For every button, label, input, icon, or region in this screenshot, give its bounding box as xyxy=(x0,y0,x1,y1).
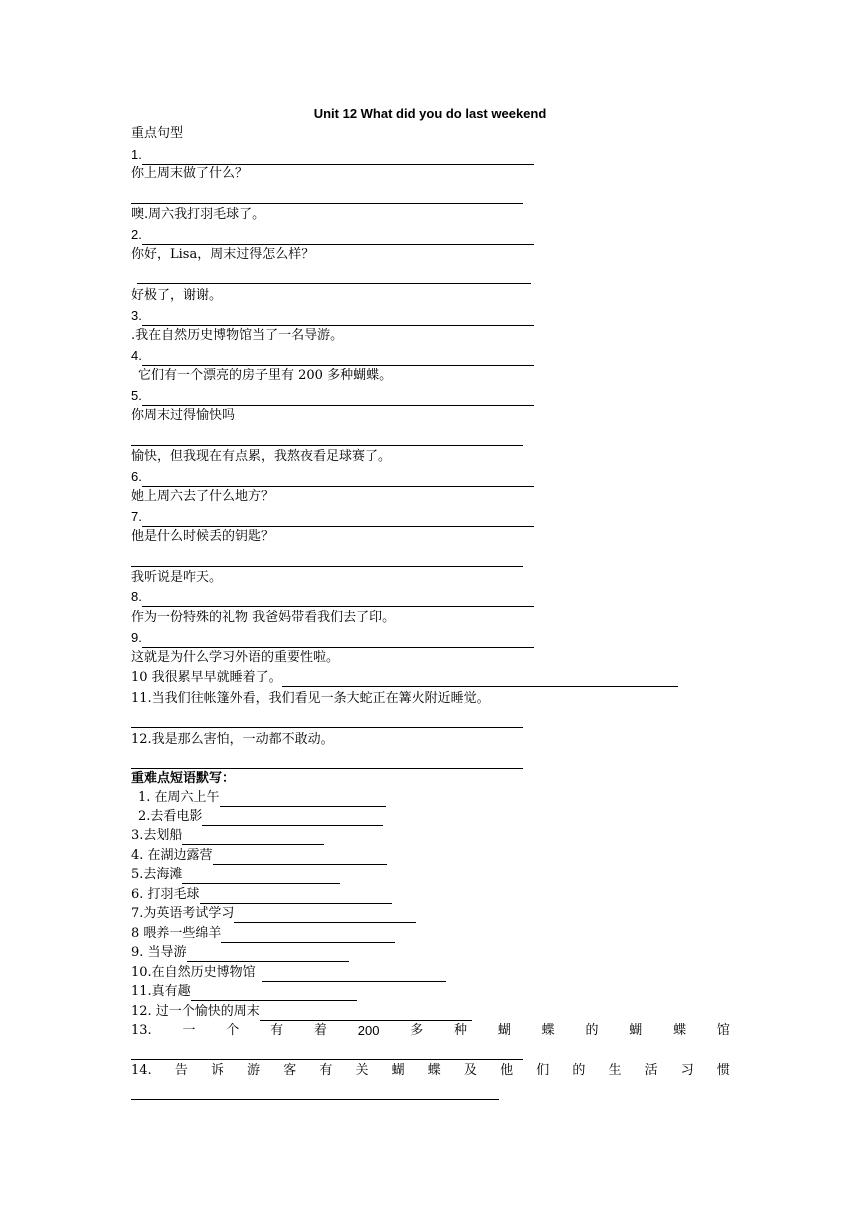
sentence-2-line: 2. xyxy=(131,226,534,244)
phrase-14-word: 活 xyxy=(644,1063,658,1078)
phrase-13-word: 着 xyxy=(313,1023,327,1038)
section-heading-key-sentences: 重点句型 xyxy=(131,126,184,141)
sentence-8-line: 8. xyxy=(131,588,534,606)
sentence-4-prompt: 它们有一个漂亮的房子里有 200 多种蝴蝶。 xyxy=(138,368,393,383)
sentence-3-prompt: .我在自然历史博物馆当了一名导游。 xyxy=(131,328,344,343)
phrase-13-line xyxy=(131,1042,523,1060)
phrase-3: 3.去划船 xyxy=(131,827,324,845)
answer-blank[interactable] xyxy=(191,986,357,1001)
phrase-13-word: 个 xyxy=(226,1023,240,1038)
phrase-13-word: 馆 xyxy=(716,1023,730,1038)
sentence-11-prompt: 11.当我们往帐篷外看，我们看见一条大蛇正在篝火附近睡觉。 xyxy=(131,691,490,706)
phrase-9: 9. 当导游 xyxy=(131,944,349,962)
phrase-14-word: 习 xyxy=(680,1063,694,1078)
phrase-13-word: 蝶 xyxy=(541,1023,555,1038)
answer-blank[interactable] xyxy=(220,792,386,807)
phrase-14-word: 客 xyxy=(283,1063,297,1078)
sentence-1-prompt: 你上周末做了什么？ xyxy=(131,166,249,181)
phrase-14-word: 他 xyxy=(500,1063,514,1078)
sentence-1-line: 1. xyxy=(131,146,534,164)
sentence-3-line: 3. xyxy=(131,307,534,325)
sentence-2-reply-line xyxy=(137,266,531,284)
answer-blank[interactable] xyxy=(131,754,523,769)
answer-blank[interactable] xyxy=(262,967,446,982)
answer-blank[interactable] xyxy=(142,351,534,366)
sentence-5-line: 5. xyxy=(131,387,534,405)
phrase-4: 4. 在湖边露营 xyxy=(131,847,387,865)
phrase-14-word: 惯 xyxy=(716,1063,730,1078)
answer-blank[interactable] xyxy=(202,811,383,826)
answer-blank[interactable] xyxy=(213,850,387,865)
answer-blank[interactable] xyxy=(142,391,534,406)
phrase-14-word: 14. xyxy=(131,1063,152,1078)
answer-blank[interactable] xyxy=(142,512,534,527)
phrase-10: 10.在自然历史博物馆 xyxy=(131,964,446,982)
answer-blank[interactable] xyxy=(142,311,534,326)
sentence-7-prompt: 他是什么时候丢的钥匙？ xyxy=(131,529,275,544)
phrase-14-word: 及 xyxy=(463,1063,477,1078)
sentence-1-reply-line xyxy=(131,186,523,204)
sentence-11-line xyxy=(131,710,523,728)
answer-blank[interactable] xyxy=(260,1006,472,1021)
answer-blank[interactable] xyxy=(200,889,392,904)
answer-blank[interactable] xyxy=(142,472,534,487)
sentence-4-line: 4. xyxy=(131,347,534,365)
sentence-2-reply: 好极了，谢谢。 xyxy=(131,288,223,303)
phrase-14-word: 蝶 xyxy=(427,1063,441,1078)
answer-blank[interactable] xyxy=(234,908,416,923)
phrase-13-word: 13. xyxy=(131,1023,152,1038)
sentence-5-reply-line xyxy=(131,428,523,446)
phrase-12: 12. 过一个愉快的周末 xyxy=(131,1003,472,1021)
phrase-13 xyxy=(131,1022,730,1040)
phrase-14-word: 蝴 xyxy=(391,1063,405,1078)
phrase-2: 2.去看电影 xyxy=(138,808,383,826)
sentence-8-prompt: 作为一份特殊的礼物 我爸妈带看我们去了印。 xyxy=(131,610,396,625)
sentence-9-prompt: 这就是为什么学习外语的重要性啦。 xyxy=(131,650,340,665)
phrase-14 xyxy=(131,1062,730,1080)
phrase-14-word: 生 xyxy=(608,1063,622,1078)
phrase-7: 7.为英语考试学习 xyxy=(131,905,416,923)
phrase-13-word: 一 xyxy=(182,1023,196,1038)
answer-blank[interactable] xyxy=(137,269,531,284)
sentence-6-line: 6. xyxy=(131,468,534,486)
phrase-13-word: 蝴 xyxy=(497,1023,511,1038)
phrase-14-word: 游 xyxy=(247,1063,261,1078)
answer-blank[interactable] xyxy=(142,230,534,245)
phrase-13-word: 蝶 xyxy=(673,1023,687,1038)
phrase-14-line xyxy=(131,1082,499,1100)
sentence-12-prompt: 12.我是那么害怕，一动都不敢动。 xyxy=(131,732,334,747)
answer-blank[interactable] xyxy=(131,713,523,728)
phrase-13-word: 多 xyxy=(410,1023,424,1038)
sentence-10-line: 10 我很累早早就睡着了。 xyxy=(131,669,678,687)
answer-blank[interactable] xyxy=(142,633,534,648)
phrase-14-word: 关 xyxy=(355,1063,369,1078)
page-title: Unit 12 What did you do last weekend xyxy=(313,106,547,121)
answer-blank[interactable] xyxy=(142,150,534,165)
phrase-14-word: 告 xyxy=(174,1063,188,1078)
phrase-11: 11.真有趣 xyxy=(131,983,357,1001)
phrase-13-word: 的 xyxy=(585,1023,599,1038)
answer-blank[interactable] xyxy=(131,552,523,567)
answer-blank[interactable] xyxy=(131,1045,523,1060)
phrase-13-word: 种 xyxy=(454,1023,468,1038)
phrase-14-word: 们 xyxy=(536,1063,550,1078)
answer-blank[interactable] xyxy=(131,431,523,446)
phrase-8: 8 喂养一些绵羊 xyxy=(131,925,395,943)
sentence-9-line: 9. xyxy=(131,629,534,647)
answer-blank[interactable] xyxy=(142,592,534,607)
answer-blank[interactable] xyxy=(282,672,678,687)
answer-blank[interactable] xyxy=(221,928,395,943)
phrase-6: 6. 打羽毛球 xyxy=(131,886,392,904)
sentence-1-reply: 噢.周六我打羽毛球了。 xyxy=(131,207,266,222)
phrase-1: 1. 在周六上午 xyxy=(138,789,386,807)
phrase-14-word: 的 xyxy=(572,1063,586,1078)
answer-blank[interactable] xyxy=(131,189,523,204)
sentence-7-reply-line xyxy=(131,549,523,567)
sentence-7-reply: 我听说是咋天。 xyxy=(131,570,223,585)
section-heading-phrases: 重难点短语默写： xyxy=(131,771,236,786)
sentence-7-line: 7. xyxy=(131,508,534,526)
phrase-14-word: 有 xyxy=(319,1063,333,1078)
sentence-12-line xyxy=(131,751,523,769)
answer-blank[interactable] xyxy=(182,869,340,884)
sentence-2-prompt: 你好，Lisa，周末过得怎么样？ xyxy=(131,247,315,262)
answer-blank[interactable] xyxy=(131,1085,499,1100)
answer-blank[interactable] xyxy=(187,947,349,962)
sentence-6-prompt: 她上周六去了什么地方？ xyxy=(131,489,275,504)
phrase-14-word: 诉 xyxy=(210,1063,224,1078)
answer-blank[interactable] xyxy=(182,830,324,845)
phrase-5: 5.去海滩 xyxy=(131,866,340,884)
phrase-13-word: 蝴 xyxy=(629,1023,643,1038)
phrase-13-word: 有 xyxy=(270,1023,284,1038)
sentence-5-reply: 愉快，但我现在有点累，我熬夜看足球赛了。 xyxy=(131,449,392,464)
sentence-5-prompt: 你周末过得愉快吗 xyxy=(131,408,236,423)
phrase-13-word: 200 xyxy=(357,1023,380,1038)
